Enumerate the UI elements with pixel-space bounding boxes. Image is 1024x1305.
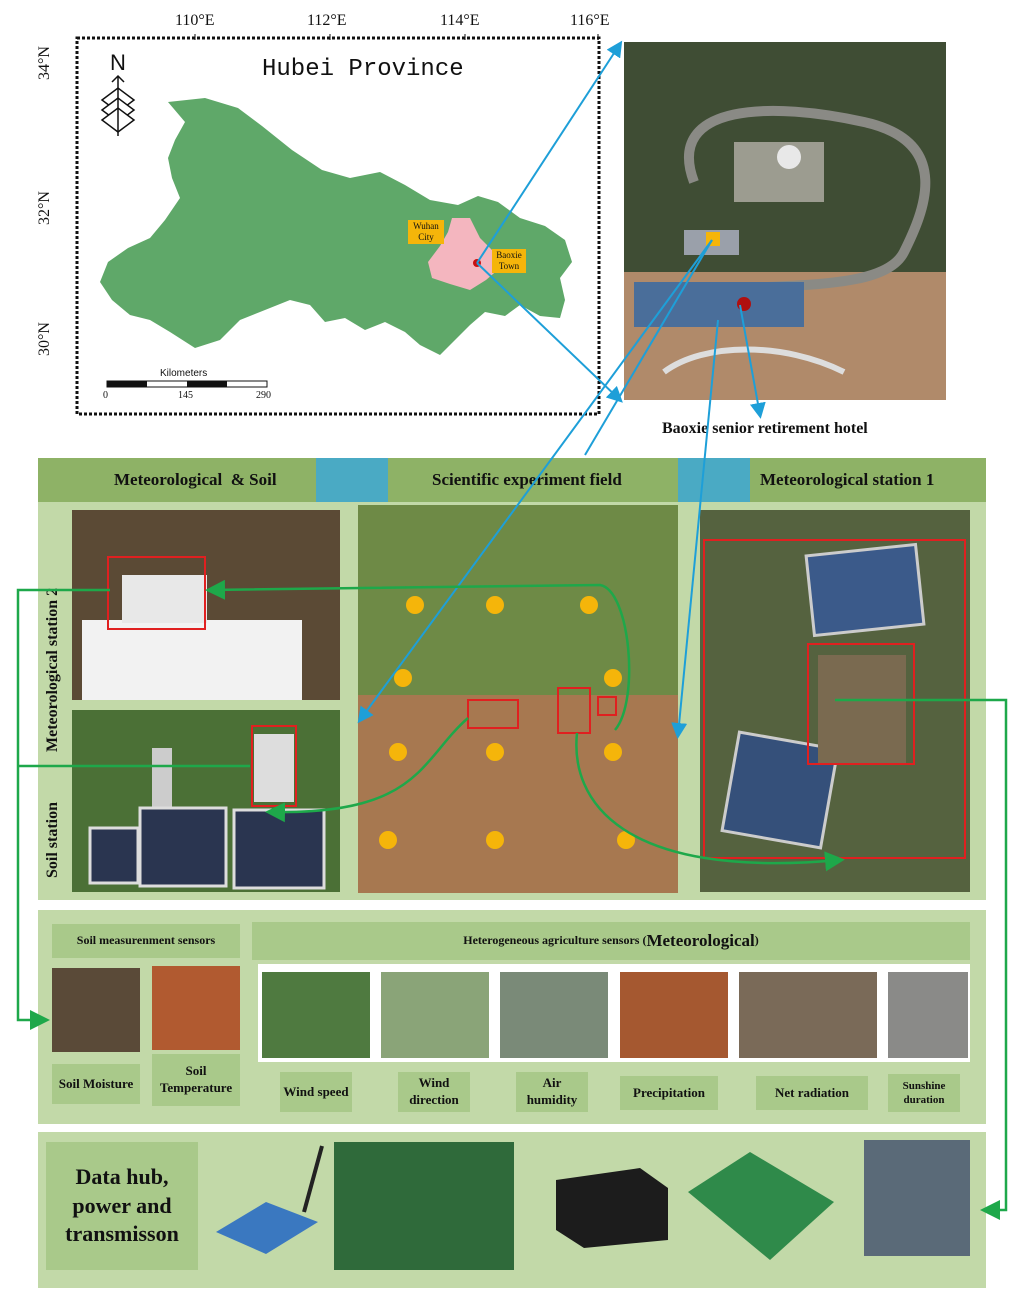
met-sensor-header bbox=[252, 922, 970, 960]
met-sensor-header-emphasis: Meteorological bbox=[646, 930, 755, 950]
wind-direction-label: Wind direction bbox=[398, 1072, 470, 1112]
lon-tick: 112°E bbox=[307, 12, 347, 29]
sunshine-duration-sensor-photo bbox=[888, 972, 968, 1058]
storage-card-reader-photo bbox=[864, 1140, 970, 1256]
battery-photo bbox=[550, 1160, 674, 1250]
baoxie-marker bbox=[473, 259, 481, 267]
header-met-soil: Meteorological & Soil bbox=[114, 470, 277, 489]
experiment-field-photo bbox=[358, 505, 678, 893]
soil-moisture-sensor-photo bbox=[52, 968, 140, 1052]
hub-title: Data hub, power and transmisson bbox=[46, 1142, 198, 1270]
sunshine-duration-label: Sunshine duration bbox=[888, 1074, 960, 1112]
teal-accent bbox=[678, 458, 750, 502]
lon-tick: 110°E bbox=[175, 12, 215, 29]
lon-tick: 114°E bbox=[440, 12, 480, 29]
satellite-image bbox=[624, 42, 946, 400]
soil-temperature-label: Soil Temperature bbox=[152, 1054, 240, 1106]
net-radiation-label: Net radiation bbox=[756, 1076, 868, 1110]
header-experiment-field: Scientific experiment field bbox=[432, 470, 622, 489]
scale-tick: 290 bbox=[256, 390, 271, 401]
baoxie-label: Baoxie Town bbox=[496, 250, 522, 271]
side-label-station-2: Meteorological station 2 bbox=[44, 587, 61, 752]
soil-sensor-header: Soil measurenment sensors bbox=[52, 924, 240, 958]
wuhan-label: Wuhan City bbox=[413, 221, 439, 242]
met-station-1-photo bbox=[700, 510, 970, 892]
lat-tick: 30°N bbox=[36, 322, 53, 356]
data-hub-board-photo bbox=[334, 1142, 514, 1270]
satellite-caption: Baoxie senior retirement hotel bbox=[662, 420, 868, 437]
scale-tick: 145 bbox=[178, 390, 193, 401]
precipitation-sensor-photo bbox=[620, 972, 728, 1058]
scale-tick: 0 bbox=[103, 390, 108, 401]
teal-accent bbox=[316, 458, 388, 502]
header-station-1: Meteorological station 1 bbox=[760, 470, 935, 489]
soil-station-photo bbox=[72, 710, 340, 892]
map-title: Hubei Province bbox=[262, 56, 464, 83]
transmission-module-photo bbox=[206, 1142, 328, 1270]
lat-tick: 32°N bbox=[36, 191, 53, 225]
met-sensor-header-suffix: ) bbox=[754, 933, 759, 948]
wind-speed-sensor-photo bbox=[262, 972, 370, 1058]
map-inset bbox=[0, 0, 620, 450]
wind-direction-sensor-photo bbox=[381, 972, 489, 1058]
power-board-photo bbox=[680, 1142, 840, 1270]
wind-speed-label: Wind speed bbox=[280, 1072, 352, 1112]
precipitation-label: Precipitation bbox=[620, 1076, 718, 1110]
soil-temperature-sensor-photo bbox=[152, 966, 240, 1050]
air-humidity-label: Air humidity bbox=[516, 1072, 588, 1112]
net-radiation-sensor-photo bbox=[739, 972, 877, 1058]
lat-tick: 34°N bbox=[36, 46, 53, 80]
air-humidity-sensor-photo bbox=[500, 972, 608, 1058]
lon-tick: 116°E bbox=[570, 12, 610, 29]
soil-moisture-label: Soil Moisture bbox=[52, 1064, 140, 1104]
scale-title: Kilometers bbox=[160, 368, 208, 379]
met-sensor-header-prefix: Heterogeneous agriculture sensors ( bbox=[463, 933, 647, 948]
met-station-2-photo bbox=[72, 510, 340, 700]
north-label: N bbox=[110, 50, 126, 75]
side-label-soil-station: Soil station bbox=[44, 801, 61, 878]
